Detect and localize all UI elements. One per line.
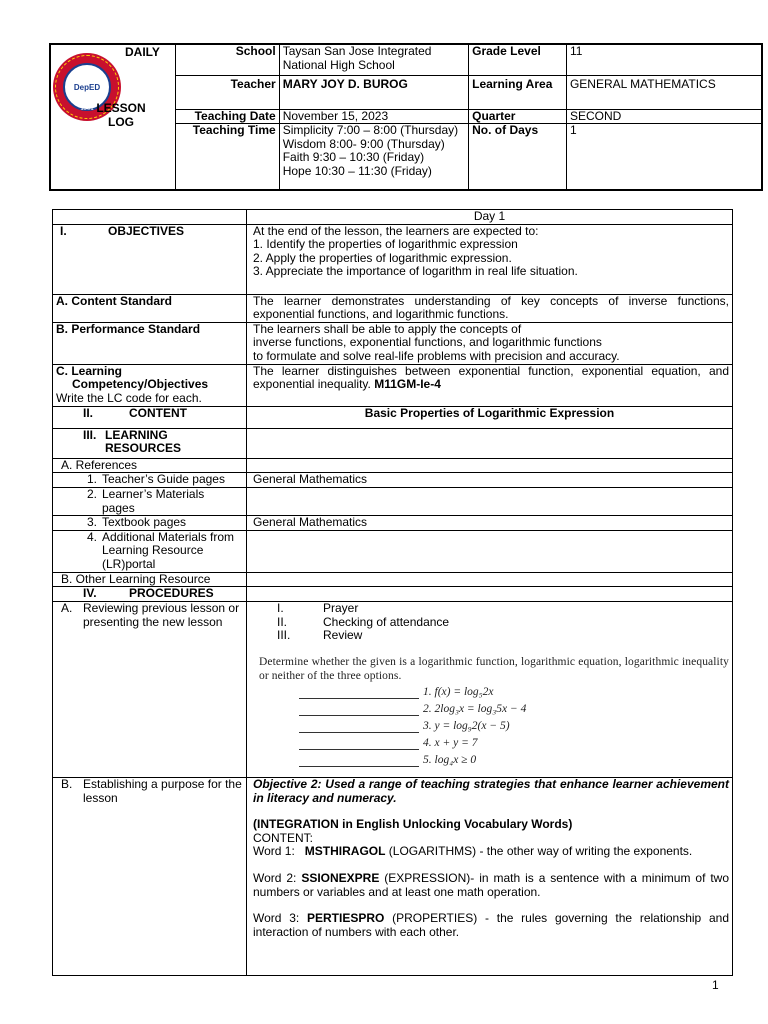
competency-text: The learner distinguishes between exponential function, exponential equation, and exponential inequality. [253,363,729,392]
content-heading: CONTENT: [253,830,313,845]
perf-std-line: to formulate and solve real-life problems with precision and accuracy. [253,348,620,363]
procedures-blank [247,587,733,602]
area-value: GENERAL MATHEMATICS [566,75,762,109]
other-resource-blank [247,572,733,587]
resources-label: RESOURCES [105,441,182,456]
ref-value [247,487,733,515]
lesson-log-label: LESSON LOG [96,101,146,129]
objectives-label-cell [53,224,247,294]
teacher-label: Teacher [175,75,279,109]
resources-label: LEARNING [105,427,168,442]
activity-item: 2. 2log₃x = log₃5x − 4 [299,703,729,720]
content-label-cell [53,406,247,428]
quarter-value: SECOND [566,109,762,124]
purpose-objective: Objective 2: Used a range of teaching strategies that enhance learner achievement in literacy and numeracy. [253,776,729,805]
date-value: November 15, 2023 [279,109,468,124]
time-slot: Simplicity 7:00 – 8:00 (Thursday) [282,123,459,138]
review-step: III. Review [277,628,363,643]
daily-label: DAILY [125,45,160,59]
vocab-word: Word 2: SSIONEXPRE (EXPRESSION)- in math is a sentence with a minimum of two numbers or variables and at least one math operation. [253,870,729,899]
activity-item: 4. x + y = 7 [299,737,729,754]
ref-item: 1. Teacher’s Guide pages [53,473,247,488]
page-number: 1 [712,978,719,992]
review-step: II. Checking of attendance [277,614,450,629]
ref-item: 3. Textbook pages [53,516,247,531]
activity-item: 3. y = log₉2(x − 5) [299,720,729,737]
objectives-num: I. [60,223,67,238]
resources-num: III. [83,427,97,442]
ref-value: General Mathematics [247,473,733,488]
school-value: Taysan San Jose Integrated National High School [279,44,468,75]
references-blank [247,458,733,473]
ref-value [247,530,733,572]
time-label: Teaching Time [175,124,279,190]
competency-cell [247,364,733,406]
time-values [279,124,468,190]
content-value: Basic Properties of Logarithmic Expression [247,406,733,428]
review-cell [247,601,733,777]
review-label-cell: A. Reviewing previous lesson or presenting the new lesson [53,601,247,777]
date-label: Teaching Date [175,109,279,124]
integration-title: (INTEGRATION in English Unlocking Vocabulary Words) [253,817,573,832]
activity-item: 1. f(x) = log₅2x [299,686,729,703]
competency-label: C. Learning [56,363,123,378]
vocab-word: Word 1: MSTHIRAGOL (LOGARITHMS) - the other way of writing the exponents. [253,844,693,859]
perf-std-line: The learners shall be able to apply the concepts of [253,321,522,336]
perf-std-line: inverse functions, exponential functions, and logarithmic functions [253,335,602,350]
ref-item: 2. Learner’s Materials pages [53,487,247,515]
days-value: 1 [566,124,762,190]
teacher-value: MARY JOY D. BUROG [279,75,468,109]
other-resource-label: B. Other Learning Resource [53,572,247,587]
purpose-cell [247,777,733,975]
header-title-cell [50,44,175,190]
objective-item: 1. Identify the properties of logarithmic expression [253,237,518,252]
school-label: School [175,44,279,75]
procedures-num: IV. [83,586,97,601]
main-table [52,209,733,976]
time-slot: Faith 9:30 – 10:30 (Friday) [282,150,425,165]
vocab-word: Word 3: PERTIESPRO (PROPERTIES) - the rules governing the relationship and interaction of numbers with each other. [253,911,729,939]
header-table [49,43,763,191]
content-num: II. [83,405,94,420]
perf-std-label: B. Performance Standard [53,322,247,364]
resources-label-cell [53,428,247,458]
area-label: Learning Area [469,75,567,109]
day-header: Day 1 [247,210,733,225]
activity-image [259,655,729,771]
references-label: A. References [53,458,247,473]
grade-value: 11 [566,44,762,75]
competency-code: M11GM-Ie-4 [374,377,441,392]
perf-std-cell [247,322,733,364]
objective-item: 3. Appreciate the importance of logarithm in real life situation. [253,264,578,279]
review-label: Reviewing previous lesson or presenting the new lesson [83,600,240,629]
review-step: I. Prayer [277,600,359,615]
activity-instruction: Determine whether the given is a logarithmic function, logarithmic equation, logarithmic inequality or neither of the three options. [259,655,729,682]
objectives-label: OBJECTIVES [108,223,185,238]
seal-year: 1901 [80,106,94,113]
ref-item: 4. Additional Materials from Learning Resource (LR)portal [53,530,247,572]
procedures-label-cell [53,587,247,602]
competency-label-cell [53,364,247,406]
time-slot: Hope 10:30 – 11:30 (Friday) [282,163,432,178]
ref-value: General Mathematics [247,516,733,531]
objective-item: 2. Apply the properties of logarithmic expression. [253,250,512,265]
objectives-cell [247,224,733,294]
content-std-label: A. Content Standard [53,294,247,322]
procedures-label: PROCEDURES [129,586,214,601]
content-std: The learner demonstrates understanding of key concepts of inverse functions, exponential functions, and logarithmic functions. [247,294,733,322]
day-blank [53,210,247,225]
seal-text: DepED [73,83,101,92]
resources-blank [247,428,733,458]
purpose-label: Establishing a purpose for the lesson [83,776,242,805]
purpose-label-cell: B. Establishing a purpose for the lesson [53,777,247,975]
activity-item: 5. log₄x ≥ 0 [299,754,729,771]
competency-note: Write the LC code for each. [56,390,202,405]
grade-label: Grade Level [469,44,567,75]
days-label: No. of Days [469,124,567,190]
quarter-label: Quarter [469,109,567,124]
competency-label: Competency/Objectives [72,377,209,392]
content-label: CONTENT [129,405,187,420]
objectives-intro: At the end of the lesson, the learners are expected to: [253,223,539,238]
time-slot: Wisdom 8:00- 9:00 (Thursday) [282,136,445,151]
